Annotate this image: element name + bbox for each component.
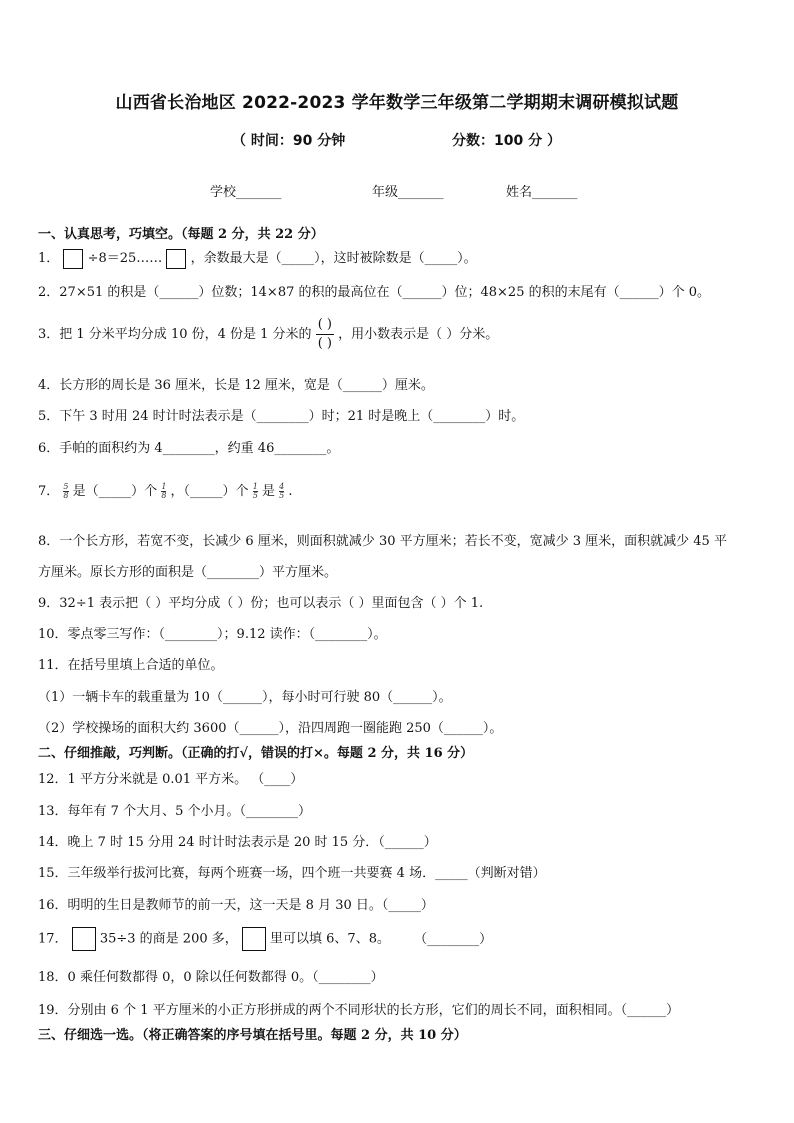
q7-f3-top: 1 xyxy=(252,482,258,491)
q7-f4-bottom: 5 xyxy=(279,491,285,500)
q7-text-3: 是 xyxy=(261,484,275,499)
question-11-1: （1）一辆卡车的载重量为 10（______），每小时可行驶 80（______）。 xyxy=(38,690,452,705)
q17-box-1 xyxy=(72,927,96,951)
question-10: 10．零点零三写作：（________）；9.12 读作：（________）。 xyxy=(38,627,387,642)
question-15: 15．三年级举行拔河比赛，每两个班赛一场，四个班一共要赛 4 场．_____（判断对错） xyxy=(38,866,546,881)
q7-text-2: ，（_____）个 xyxy=(170,484,249,499)
question-1 xyxy=(38,247,477,269)
school-field: 学校_______ xyxy=(210,185,282,200)
q17-box-2 xyxy=(242,927,266,951)
question-5: 5．下午 3 时用 24 时计时法表示是（________）时；21 时是晚上（________）时。 xyxy=(38,409,525,424)
question-8-line-1: 8．一个长方形，若宽不变，长减少 6 厘米，则面积就减少 30 平方厘米；若长不变，宽减少 3 厘米，面积就减少 45 平 xyxy=(38,534,727,549)
question-7 xyxy=(38,480,292,500)
q7-fraction-2 xyxy=(161,483,166,500)
q3-post: ，用小数表示是（ ）分米。 xyxy=(338,327,499,342)
q7-f4-top: 4 xyxy=(279,482,285,491)
q17-text-2: 里可以填 6、7、8。 xyxy=(270,931,390,947)
section3-heading: 三、仔细选一选。（将正确答案的序号填在括号里。每题 2 分，共 10 分） xyxy=(38,1028,467,1043)
section2-heading: 二、仔细推敲，巧判断。（正确的打√，错误的打×。每题 2 分，共 16 分） xyxy=(38,746,474,761)
page-title: 山西省长治地区 2022-2023 学年数学三年级第二学期期末调研模拟试题 xyxy=(115,93,679,113)
q7-number: 7． xyxy=(38,484,60,499)
exam-time: （ 时间：90 分钟 xyxy=(232,133,346,149)
q1-dividend-box xyxy=(63,249,83,269)
q3-fraction-bottom: ( ) xyxy=(317,336,332,351)
q7-f2-bottom: 8 xyxy=(161,491,167,500)
q17-blank: （________） xyxy=(414,931,493,947)
q7-fraction-3 xyxy=(253,483,258,500)
question-3 xyxy=(38,316,498,353)
name-field: 姓名_______ xyxy=(506,185,578,200)
q3-fraction-top: ( ) xyxy=(316,316,334,335)
question-4: 4．长方形的周长是 36 厘米，长是 12 厘米，宽是（______）厘米。 xyxy=(38,378,434,393)
q7-f1-bottom: 8 xyxy=(63,491,69,500)
q3-pre: 3．把 1 分米平均分成 10 份，4 份是 1 分米的 xyxy=(38,327,312,342)
question-14: 14．晚上 7 时 15 分用 24 时计时法表示是 20 时 15 分．（______） xyxy=(38,835,437,850)
question-16: 16．明明的生日是教师节的前一天，这一天是 8 月 30 日。（_____） xyxy=(38,898,434,913)
q1-remainder-box xyxy=(166,249,186,269)
q7-fraction-4 xyxy=(279,483,284,500)
question-11: 11．在括号里填上合适的单位。 xyxy=(38,658,224,673)
q3-fraction xyxy=(316,316,334,353)
question-9: 9．32÷1 表示把（ ）平均分成（ ）份；也可以表示（ ）里面包含（ ）个 1. xyxy=(38,596,484,611)
q7-text-1: 是（_____）个 xyxy=(72,484,158,499)
q7-fraction-1 xyxy=(63,483,68,500)
q1-text-b: ，余数最大是（_____），这时被除数是（_____）。 xyxy=(190,251,477,266)
exam-score: 分数：100 分 ） xyxy=(452,133,561,149)
q7-text-4: . xyxy=(288,484,293,499)
question-12: 12．1 平方分米就是 0.01 平方米。 （____） xyxy=(38,772,304,787)
question-8-line-2: 方厘米。原长方形的面积是（________）平方厘米。 xyxy=(38,565,338,580)
question-19: 19．分别由 6 个 1 平方厘米的小正方形拼成的两个不同形状的长方形，它们的周长不同，面积相同。（______） xyxy=(38,1003,680,1018)
q17-text-1: 35÷3 的商是 200 多， xyxy=(99,931,238,947)
question-13: 13．每年有 7 个大月、5 个小月。（________） xyxy=(38,804,311,819)
q7-f2-top: 1 xyxy=(161,482,167,491)
question-11-2: （2）学校操场的面积大约 3600（______），沿四周跑一圈能跑 250（______）。 xyxy=(38,721,503,736)
q1-text-a: ÷8＝25…… xyxy=(87,251,163,266)
q1-number: 1． xyxy=(38,251,60,266)
question-6: 6．手帕的面积约为 4________，约重 46________。 xyxy=(38,441,340,456)
grade-field: 年级_______ xyxy=(372,185,444,200)
q7-f1-top: 5 xyxy=(63,482,69,491)
section1-heading: 一、认真思考，巧填空。（每题 2 分，共 22 分） xyxy=(38,227,324,242)
question-17 xyxy=(38,927,492,951)
question-2: 2．27×51 的积是（______）位数；14×87 的积的最高位在（______）位；48×25 的积的末尾有（______）个 0。 xyxy=(38,285,711,300)
q7-f3-bottom: 5 xyxy=(252,491,258,500)
question-18: 18．0 乘任何数都得 0，0 除以任何数都得 0。（________） xyxy=(38,970,384,985)
q17-number: 17． xyxy=(38,931,68,947)
